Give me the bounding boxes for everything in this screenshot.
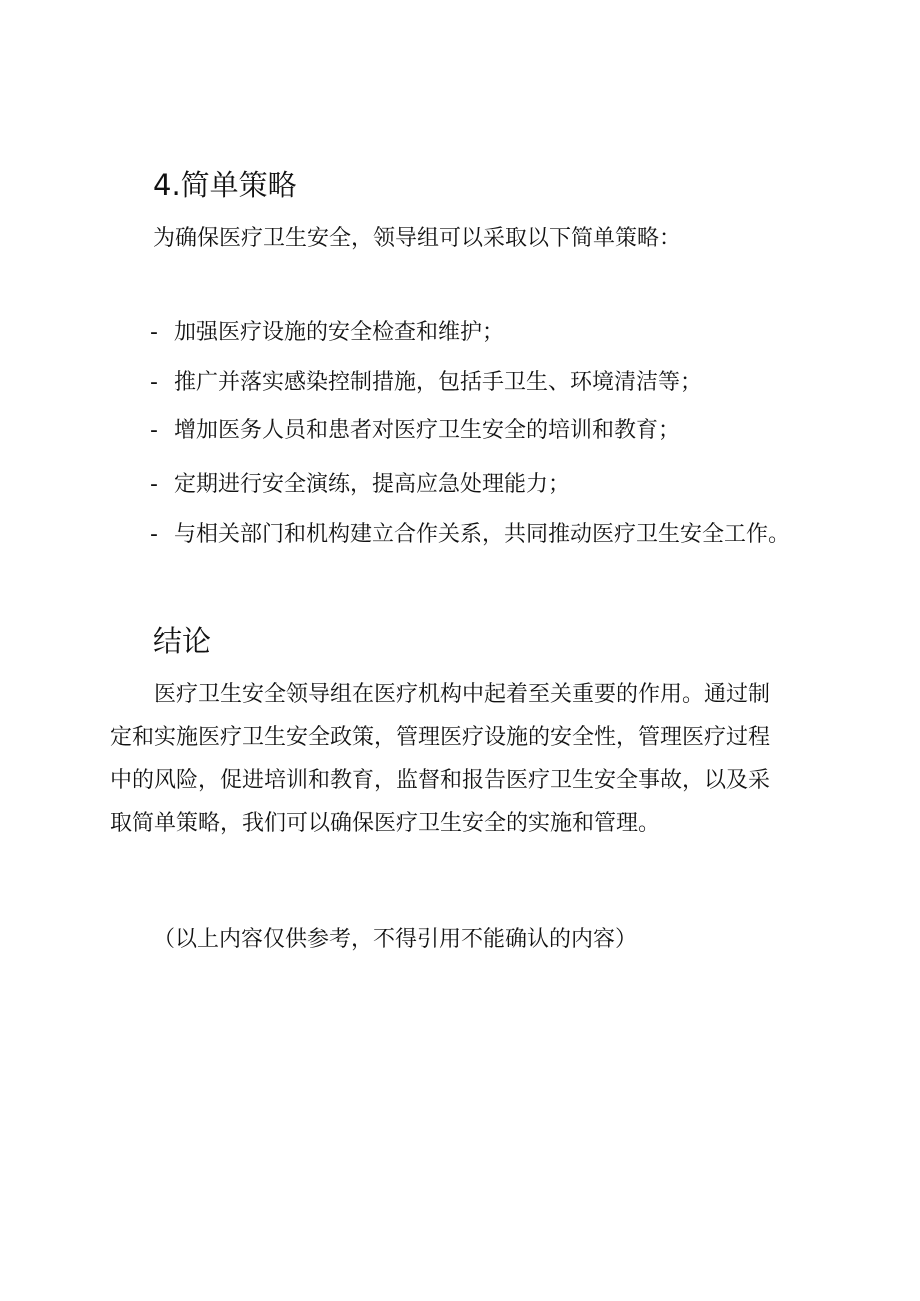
list-item bbox=[150, 368, 702, 398]
list-item bbox=[150, 318, 504, 348]
bullet-dash: - bbox=[150, 472, 158, 497]
list-item bbox=[150, 416, 680, 446]
bullet-dash: - bbox=[150, 522, 158, 547]
list-item-text: 增加医务人员和患者对医疗卫生安全的培训和教育； bbox=[174, 418, 681, 443]
section-heading-strategies: 4.简单策略 bbox=[153, 168, 297, 202]
paragraph-line: 医疗卫生安全领导组在医疗机构中起着至关重要的作用。通过制 bbox=[154, 682, 771, 707]
section-heading-conclusion: 结论 bbox=[153, 624, 212, 658]
bullet-dash: - bbox=[150, 320, 158, 345]
list-item-text: 加强医疗设施的安全检查和维护； bbox=[174, 320, 505, 345]
conclusion-paragraph bbox=[110, 673, 810, 845]
bullet-dash: - bbox=[150, 370, 158, 395]
list-item bbox=[150, 470, 570, 500]
paragraph-line: 定和实施医疗卫生安全政策，管理医疗设施的安全性，管理医疗过程 bbox=[110, 725, 771, 750]
list-item-text: 与相关部门和机构建立合作关系，共同推动医疗卫生安全工作。 bbox=[174, 522, 791, 547]
bullet-dash: - bbox=[150, 418, 158, 443]
list-item-text: 定期进行安全演练，提高应急处理能力； bbox=[174, 472, 571, 497]
list-item bbox=[150, 520, 790, 550]
paragraph-line: 取简单策略，我们可以确保医疗卫生安全的实施和管理。 bbox=[110, 811, 661, 836]
paragraph-line: 中的风险，促进培训和教育，监督和报告医疗卫生安全事故，以及采 bbox=[110, 768, 771, 793]
disclaimer-note: （以上内容仅供参考，不得引用不能确认的内容） bbox=[153, 927, 638, 952]
section-intro: 为确保医疗卫生安全，领导组可以采取以下简单策略： bbox=[153, 226, 682, 251]
list-item-text: 推广并落实感染控制措施，包括手卫生、环境清洁等； bbox=[174, 370, 703, 395]
